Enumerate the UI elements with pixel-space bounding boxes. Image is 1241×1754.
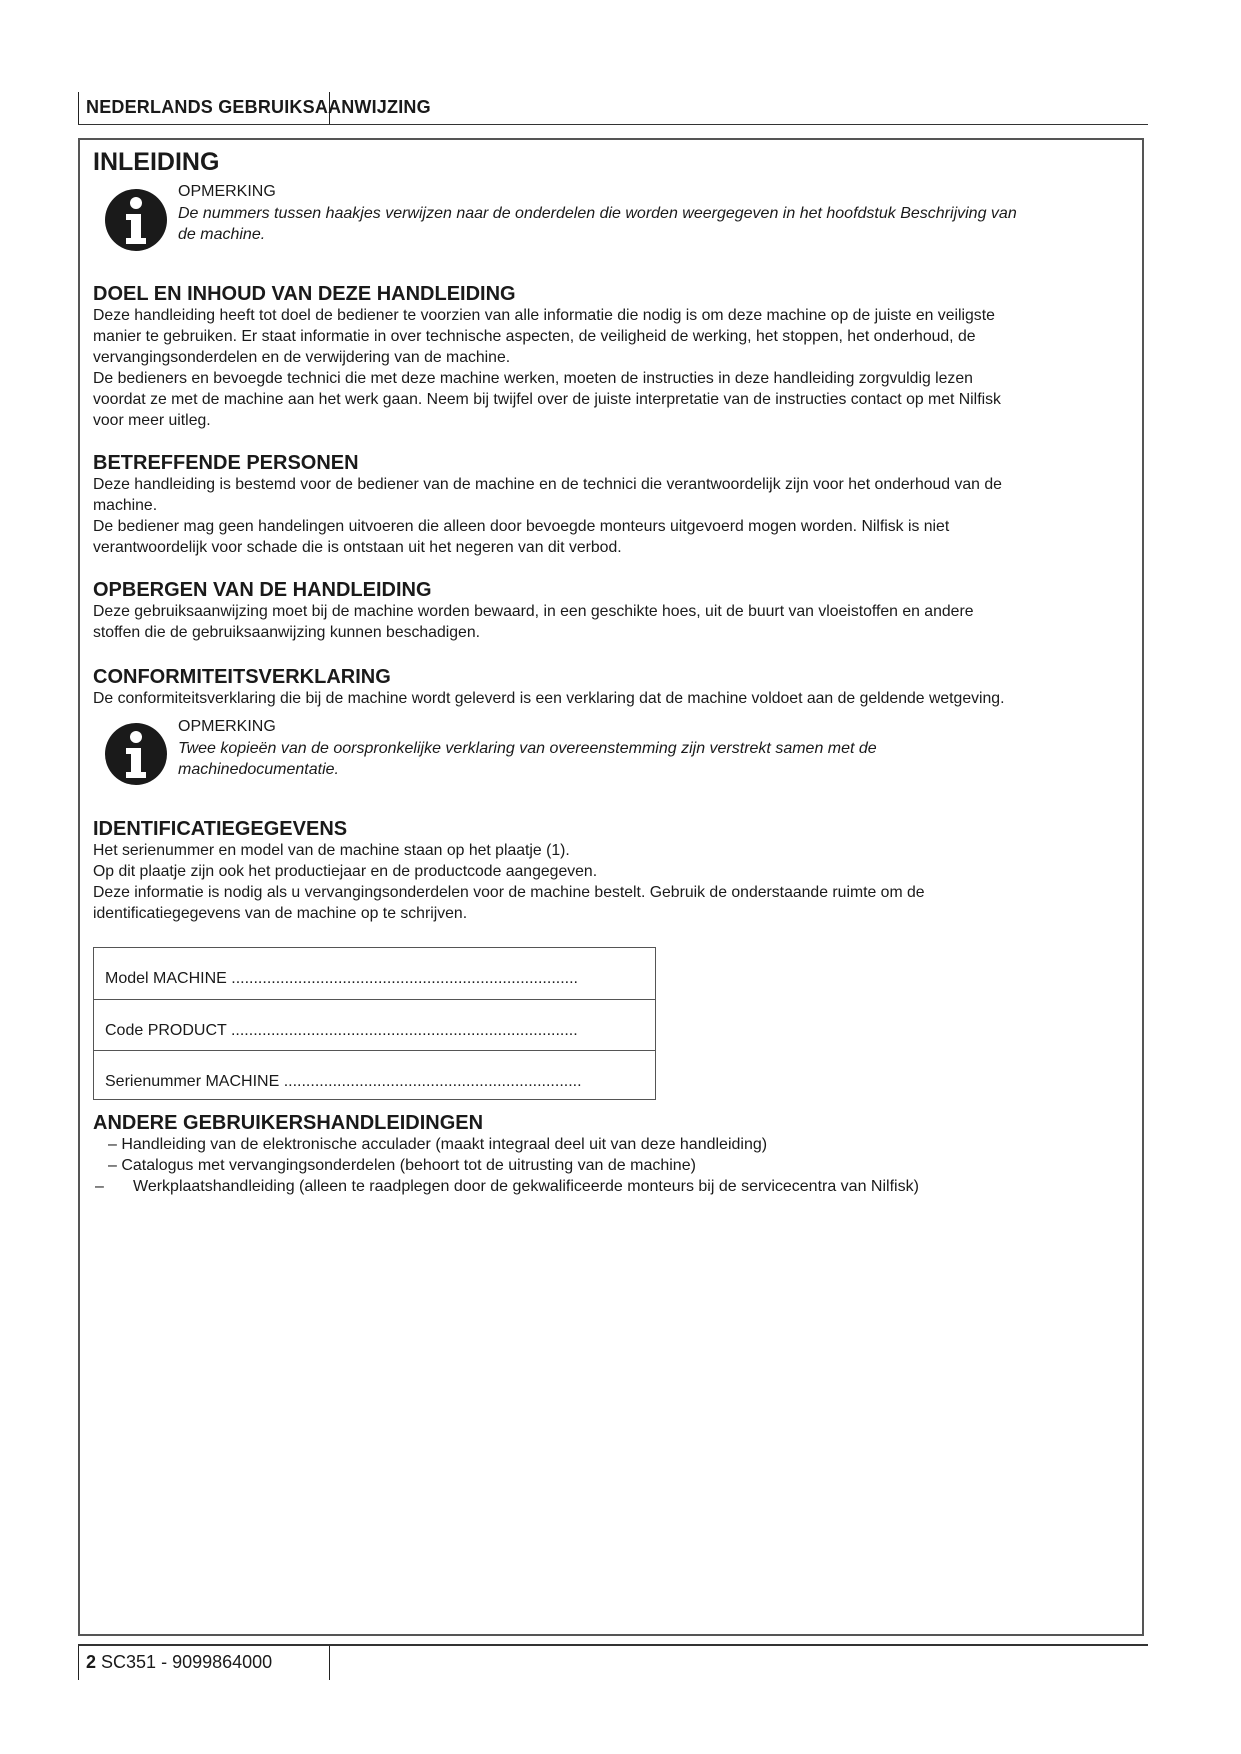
list-item: – Handleiding van de elektronische acculader (maakt integraal deel uit van deze handleiding) <box>108 1136 768 1153</box>
section-heading-personen: BETREFFENDE PERSONEN <box>93 452 359 474</box>
page-number: 2 <box>86 1652 97 1672</box>
note-text: Twee kopieën van de oorspronkelijke verklaring van overeenstemming zijn verstrekt samen met de machinedocumentatie. <box>178 740 877 778</box>
id-row-code: Code PRODUCT .............................................................................. <box>94 999 655 1050</box>
page-footer <box>78 1644 1148 1680</box>
id-row-model: Model MACHINE .............................................................................. <box>105 970 578 987</box>
list-item: – Catalogus met vervangingsonderdelen (behoort tot de uitrusting van de machine) <box>108 1157 696 1174</box>
section-heading-opbergen: OPBERGEN VAN DE HANDLEIDING <box>93 579 432 601</box>
section-heading-andere: ANDERE GEBRUIKERSHANDLEIDINGEN <box>93 1112 484 1134</box>
footer-text <box>86 1652 272 1673</box>
footer-divider-right <box>329 1646 330 1680</box>
section-heading-conformiteit: CONFORMITEITSVERKLARING <box>93 666 391 688</box>
section-heading-inleiding: INLEIDING <box>93 148 220 176</box>
note-title: OPMERKING <box>178 718 276 735</box>
note-text: De nummers tussen haakjes verwijzen naar de onderdelen die worden weergegeven in het hoofdstuk Beschrijving van de machine. <box>178 205 1017 243</box>
opbergen-paragraph: Deze gebruiksaanwijzing moet bij de machine worden bewaard, in een geschikte hoes, uit de buurt van vloeistoffen en andere stoffen die de gebruiksaanwijzing kunnen beschadigen. <box>93 603 974 641</box>
info-icon <box>104 188 168 252</box>
header-title: NEDERLANDS GEBRUIKSAANWIJZING <box>86 97 431 117</box>
personen-paragraph: Deze handleiding is bestemd voor de bediener van de machine en de technici die verantwoordelijk zijn voor het onderhoud van de machine. De bediener mag geen handelingen uitvoeren die alleen door bevoegde monteurs uitgevoerd mogen worden. Nilfisk is niet verantwoordelijk voor schade die is ontstaan uit het negeren van dit verbod. <box>93 476 1002 556</box>
identification-table <box>93 947 656 1100</box>
manuals-list <box>93 1134 1133 1197</box>
id-row-serial: Serienummer MACHINE ................................................................... <box>94 1050 655 1101</box>
list-item: – Werkplaatshandleiding (alleen te raadplegen door de gekwalificeerde monteurs bij de servicecentra van Nilfisk) <box>95 1178 919 1195</box>
section-heading-doel: DOEL EN INHOUD VAN DEZE HANDLEIDING <box>93 283 516 305</box>
identificatie-paragraph: Het serienummer en model van de machine staan op het plaatje (1). Op dit plaatje zijn ook het productiejaar en de productcode aangegeven. Deze informatie is nodig als u vervangingsonderdelen voor de machine bestelt. Gebruik de onderstaande ruimte om de identificatiegegevens van de machine op te schrijven. <box>93 842 925 922</box>
header-divider-left <box>78 92 79 124</box>
document-code: SC351 - 9099864000 <box>101 1652 273 1672</box>
page-header <box>78 92 1148 125</box>
conformiteit-paragraph: De conformiteitsverklaring die bij de machine wordt geleverd is een verklaring dat de machine voldoet aan de geldende wetgeving. <box>93 690 1005 707</box>
footer-divider-left <box>78 1646 79 1680</box>
info-icon <box>104 722 168 786</box>
section-heading-identificatie: IDENTIFICATIEGEGEVENS <box>93 818 348 840</box>
doel-paragraph: Deze handleiding heeft tot doel de bediener te voorzien van alle informatie die nodig is om deze machine op de juiste en veiligste manier te gebruiken. Er staat informatie in over technische aspecten, de veiligheid de werking, het stoppen, het onderhoud, de vervangingsonderdelen en de verwijdering van de machine. De bedieners en bevoegde technici die met deze machine werken, moeten de instructies in deze handleiding zorgvuldig lezen voordat ze met de machine aan het werk gaan. Neem bij twijfel over de juiste interpretatie van de instructies contact op met Nilfisk voor meer uitleg. <box>93 307 1001 429</box>
note-title: OPMERKING <box>178 183 276 200</box>
list-dash: – <box>95 1178 104 1195</box>
